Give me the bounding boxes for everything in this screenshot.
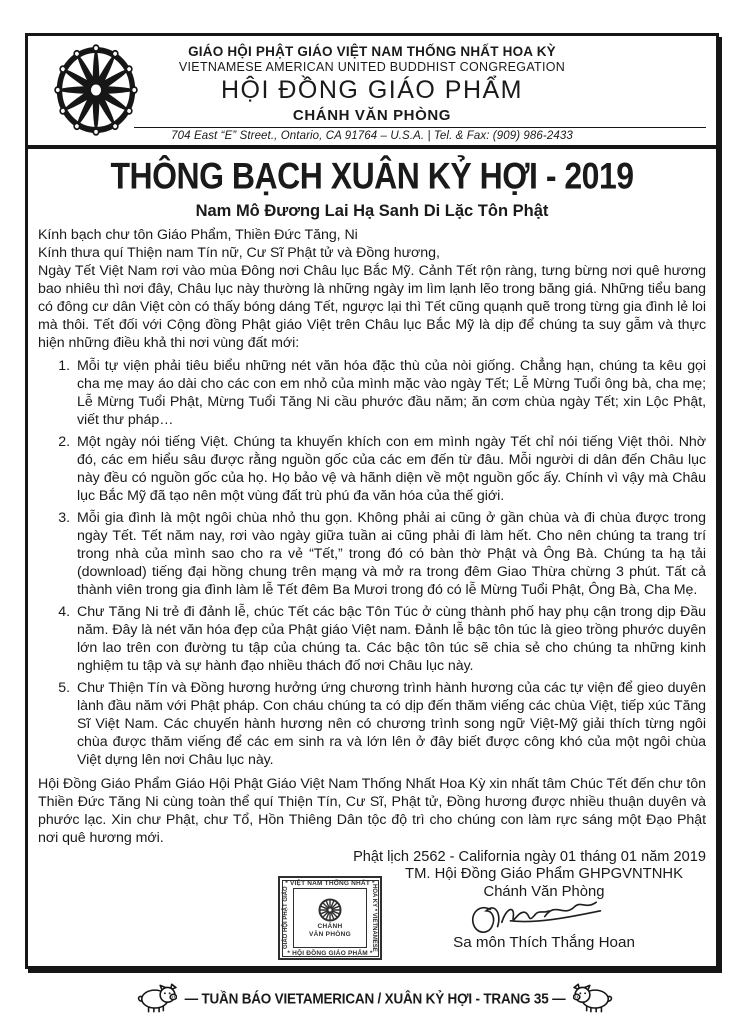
- dharma-wheel-icon: [54, 44, 138, 136]
- thin-divider: [134, 127, 706, 128]
- page-title: THÔNG BẠCH XUÂN KỶ HỢI - 2019: [110, 155, 634, 197]
- list-item: [38, 433, 706, 505]
- seal-top-text: * VIỆT NAM THỐNG NHẤT *: [285, 879, 375, 887]
- signer-name: Sa môn Thích Thắng Hoan: [453, 934, 635, 951]
- closing-paragraph: Hội Đồng Giáo Phẩm Giáo Hội Phật Giáo Việt Nam Thống Nhất Hoa Kỳ xin nhất tâm Chúc Tết đến chư tôn Thiền Đức Tăng Ni cùng toàn thể quí Thiện Tín, Cư Sĩ, Phật tử, Đồng hương được nhiều thuận duyên và phước lạc. Xin chư Phật, chư Tổ, Hồn Thiêng Dân tộc độ trì cho chúng con làm rực sáng một Đạo Phật nơi quê hương mới.: [38, 776, 706, 846]
- signature-block: [38, 866, 706, 962]
- signing-office-line: Chánh Văn Phòng: [483, 884, 605, 900]
- page-frame: [25, 33, 719, 969]
- list-item-text: Một ngày nói tiếng Việt. Chúng ta khuyến khích con em mình ngày Tết chỉ nói tiếng Việt thôi. Nhờ đó, các em hiểu sâu được rằng nguồn gốc của các em đến từ đâu. Mỗi người di dân đến Châu lục này đều có nguồn gốc của họ. Họ bảo vệ và hãnh diện về một nguồn gốc ấy. Chính vì vậy mà Châu lục Bắc Mỹ đã tạo nên một vùng đất trù phú đa văn hóa của thế giới.: [77, 434, 706, 504]
- council-name: HỘI ĐỒNG GIÁO PHẨM: [220, 76, 524, 104]
- list-item-number: 3.: [58, 510, 70, 526]
- dateline: Phật lịch 2562 - California ngày 01 tháng 01 năm 2019: [353, 849, 706, 865]
- office-name: CHÁNH VĂN PHÒNG: [292, 107, 452, 124]
- seal-core: [293, 888, 367, 948]
- pig-right-icon: [573, 983, 613, 1013]
- seal-right-text: HOA KỲ * VIETNAMESE: [371, 884, 377, 952]
- list-item-number: 1.: [58, 358, 70, 374]
- seal-left-text: GIÁO HỘI PHẬT GIÁO: [283, 886, 289, 950]
- announcement-list: [38, 357, 706, 769]
- footer: [0, 983, 750, 1013]
- thick-divider: [28, 145, 716, 149]
- letterhead: [38, 40, 706, 149]
- address-line: 704 East “E” Street., Ontario, CA 91764 – U.S.A. | Tel. & Fax: (909) 986-2433: [171, 130, 573, 142]
- on-behalf-line: TM. Hội Đồng Giáo Phẩm GHPGVNTNHK: [405, 866, 683, 882]
- signature-scribble-icon: [444, 898, 644, 938]
- salutation-line-1: Kính bạch chư tôn Giáo Phẩm, Thiền Đức Tăng, Ni: [38, 227, 358, 243]
- list-item: [38, 603, 706, 675]
- intro-paragraph: Ngày Tết Việt Nam rơi vào mùa Đông nơi Châu lục Bắc Mỹ. Cảnh Tết rộn ràng, tưng bừng nơi quê hương bao nhiêu thì nơi đây, Châu lục này thường là những ngày im lìm lạnh lẽo trong băng giá. Những tiểu bang có đông cư dân Việt còn có thấy bóng dáng Tết, ngược lại thì Tết cũng quạnh quẽ trong từng gia đình lẻ loi mà thôi. Tết đối với Cộng đồng Phật giáo Việt trên Châu lục Bắc Mỹ là dịp để chúng ta suy gẫm và thực hiện những điều khả thi nơi vùng đất mới:: [38, 263, 706, 351]
- list-item: [38, 357, 706, 429]
- pig-left-icon: [137, 983, 177, 1013]
- list-item-number: 5.: [58, 680, 70, 696]
- page-subtitle: Nam Mô Đương Lai Hạ Sanh Di Lặc Tôn Phật: [195, 202, 549, 220]
- salutation-line-2: Kính thưa quí Thiện nam Tín nữ, Cư Sĩ Phật tử và Đồng hương,: [38, 245, 440, 261]
- list-item-text: Chư Tăng Ni trẻ đi đảnh lễ, chúc Tết các bậc Tôn Túc ở cùng thành phố hay phụ cận trong dịp Đầu năm. Đây là nét văn hóa đẹp của Phật giáo Việt nam. Đảnh lễ bậc tôn túc là gieo trồng phước duyên lớn lao trên con đường tu tập của chúng ta. Các bậc tôn túc sẽ chia sẻ cho chúng ta những kinh nghiệm tu tập và sự hành đạo nhiều thách đố nơi Châu lục này.: [77, 604, 706, 674]
- list-item-number: 4.: [58, 604, 70, 620]
- list-item-text: Mỗi gia đình là một ngôi chùa nhỏ thu gọn. Không phải ai cũng ở gần chùa và đi chùa được trong ngày Tết. Tết năm nay, rơi vào ngày giữa tuần ai cũng phải đi làm hết. Cho nên chúng ta trang trí trong nhà của mình sao cho ra vẻ “Tết,” trong đó có bàn thờ Phật và Ông Bà. Chúng ta hạ tải (download) tiếng đại hồng chung trên mạng và mở ra trong đêm Giao Thừa chừng 3 phút. Tất cả thành viên trong gia đình làm lễ Tết đêm Ba Mươi trong đó có lễ Mừng Tuổi Phật, Ông Bà, Cha Mẹ.: [77, 510, 706, 598]
- list-item: [38, 509, 706, 599]
- seal-wheel-icon: [318, 898, 342, 922]
- sign-right-block: [368, 866, 719, 951]
- org-name-vietnamese: GIÁO HỘI PHẬT GIÁO VIỆT NAM THỐNG NHẤT HOA KỲ: [188, 44, 556, 59]
- list-item-text: Chư Thiện Tín và Đồng hương hưởng ứng chương trình hành hương của các tự viện để gieo duyên lành đầu năm với Phật pháp. Con cháu chúng ta có dịp đến thăm viếng các chùa Việt, tiếp xúc Tăng Sĩ Việt Nam. Các chuyến hành hương nên có chương trình song ngữ Việt-Mỹ giải thích từng ngôi chùa được thăm viếng để các em sinh ra và lớn lên ở đây biết được công khó của một ngôi chùa Việt dựng lên nơi Châu lục này.: [77, 680, 706, 768]
- list-item-text: Mỗi tự viện phải tiêu biểu những nét văn hóa đặc thù của nòi giống. Chẳng hạn, chúng ta kêu gọi cha mẹ may áo dài cho các con em nhỏ của mình mặc vào ngày Tết; Lễ Mừng Tuổi ông bà, cha mẹ; Lễ Mừng Tuổi Phật, Mừng Tuổi Tăng Ni cầu phước đầu năm; ăn cơm chùa ngày Tết; xin Lộc Phật, viết thư pháp…: [77, 358, 706, 428]
- seal-office-line-1: CHÁNH: [317, 923, 343, 930]
- list-item: [38, 679, 706, 769]
- org-name-english: VIETNAMESE AMERICAN UNITED BUDDHIST CONGREGATION: [178, 60, 566, 74]
- seal-office-line-2: VĂN PHÒNG: [308, 931, 352, 938]
- seal-stamp: [278, 876, 382, 960]
- list-item-number: 2.: [58, 434, 70, 450]
- footer-text: — TUẦN BÁO VIETAMERICAN / XUÂN KỶ HỢI - TRANG 35 —: [184, 989, 566, 1007]
- seal-bottom-text: * HỘI ĐỒNG GIÁO PHẨM *: [287, 949, 373, 957]
- salutation: [38, 226, 706, 262]
